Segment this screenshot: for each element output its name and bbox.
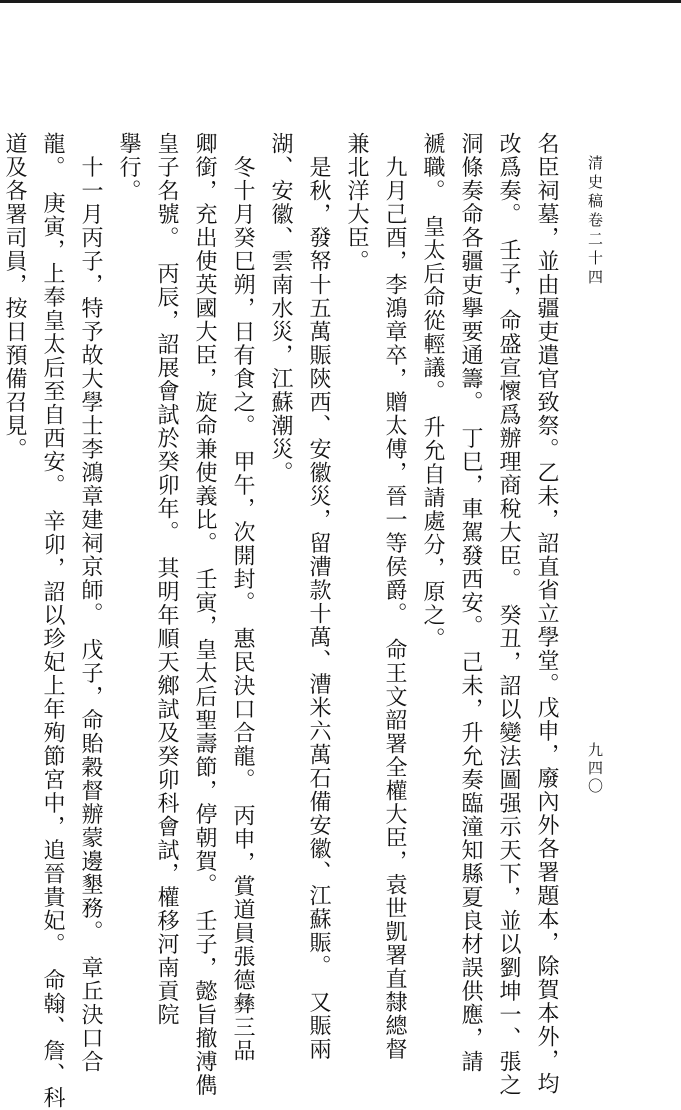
text-body <box>0 132 561 1110</box>
text-column: 十一月丙子，特予故大學士李鴻章建祠京師。 戊子，命貽穀督辦蒙邊墾務。 章丘決口合 <box>78 132 103 1074</box>
running-header: 清史稿卷二十四 <box>586 155 604 288</box>
text-column: 兼北洋大臣。 <box>344 132 369 273</box>
text-column: 冬十月癸巳朔，日有食之。 甲午，次開封。 惠民決口合龍。 丙申，賞道員張德彝三品 <box>230 132 255 1063</box>
text-column: 改爲奏。 壬子，命盛宣懷爲辦理商稅大臣。 癸丑，詔以變法圖强示天下，並以劉坤一、張之 <box>496 132 521 1097</box>
text-column: 道及各署司員，按日預備召見。 <box>2 132 27 461</box>
text-column: 洞條奏命各疆吏擧要通籌。 丁巳，車駕發西安。 己未，升允奏臨潼知縣夏良材誤供應，請 <box>458 132 483 1074</box>
text-column: 褫職。 皇太后命從輕議。 升允自請處分，原之。 <box>420 132 445 651</box>
text-column: 龍。 庚寅，上奉皇太后至自西安。 辛卯，詔以珍妃上年殉節宮中，追晉貴妃。 命翰、詹、科 <box>40 132 65 1110</box>
text-column: 卿銜，充出使英國大臣，旋命兼使義比。 壬寅，皇太后聖壽節，停朝賀。 壬子，懿旨撤溥儁 <box>192 132 217 1097</box>
text-column: 是秋，發帑十五萬賑陝西、安徽災，留漕款十萬、漕米六萬石備安徽、江蘇賑。 又賑兩 <box>306 132 331 1061</box>
page-number: 九四〇 <box>586 742 604 796</box>
top-rule <box>0 0 681 3</box>
text-column: 九月己酉，李鴻章卒，贈太傅，晉一等侯爵。 命王文韶署全權大臣，袁世凱署直隸總督 <box>382 132 407 1061</box>
text-column: 擧行。 <box>116 132 141 203</box>
text-column: 名臣祠墓，並由疆吏遣官致祭。乙未，詔直省立學堂。戊申，廢內外各署題本，除賀本外，均 <box>534 132 559 1096</box>
text-column: 皇子名號。 丙辰，詔展會試於癸卯年。 其明年順天鄉試及癸卯科會試，權移河南貢院 <box>154 132 179 1027</box>
text-column: 湖、安徽、雲南水災，江蘇潮災。 <box>268 132 293 485</box>
